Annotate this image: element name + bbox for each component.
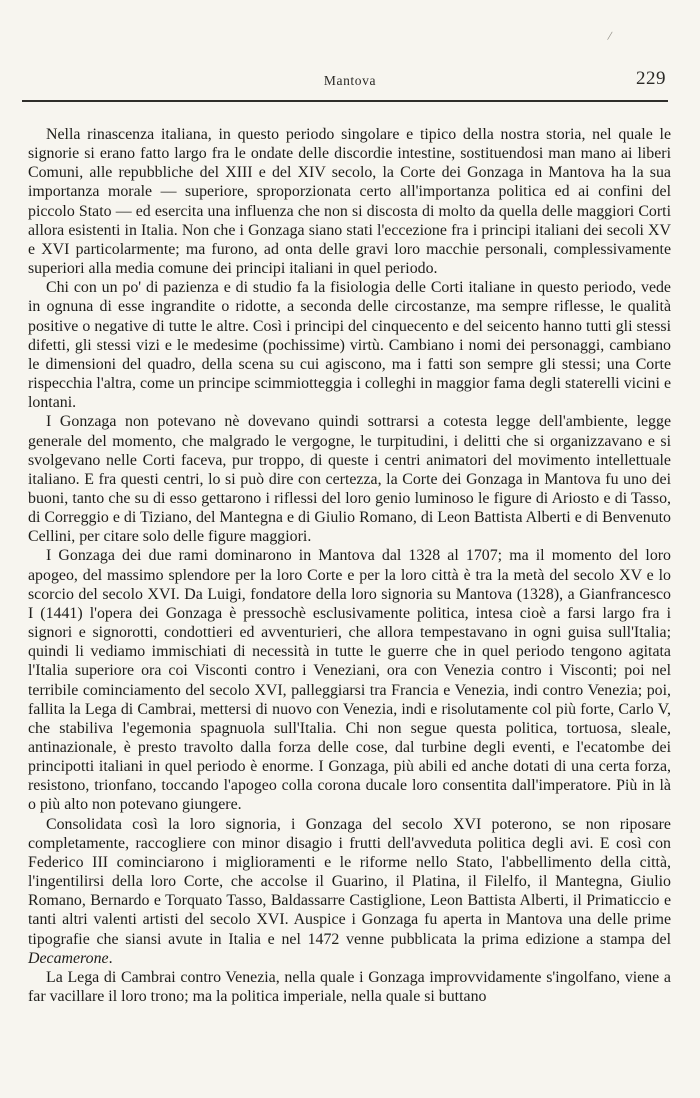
paragraph-1: Nella rinascenza italiana, in questo periodo singolare e tipico della nostra storia, nel quale le signorie si erano fatto largo fra le ondate delle discordie intestine, sostituendosi man mano ai liberi Comuni, alle repubbliche del XIII e del XIV secolo, la Corte dei Gonzaga in Mantova ha la sua importanza morale — superiore, sproporzionata certo all'importanza politica ed ai confini del piccolo Stato — ed esercita una influenza che non si discosta di molto da quella delle maggiori Corti allora esistenti in Italia. Non che i Gonzaga siano stati l'eccezione fra i principi italiani dei secoli XV e XVI particolarmente; ma furono, ad onta delle gravi loro macchie personali, complessivamente superiori alla media comune dei principi italiani in quel periodo. bbox=[28, 126, 671, 278]
decamerone-title: Decamerone bbox=[28, 949, 109, 967]
paragraph-5-text: Consolidata così la loro signoria, i Gonzaga del secolo XVI poterono, se non riposare completamente, raccogliere con minor disagio i frutti dell'avveduta politica degli avi. E così con Federico III cominciarono i miglioramenti e le riforme nello Stato, l'abbellimento della città, l'ingentilirsi della loro Corte, che accolse il Guarino, il Platina, il Filelfo, il Mantegna, Giulio Romano, Bernardo e Torquato Tasso, Baldassarre Castiglione, Leon Battista Alberti, il Primaticcio e tanti altri valenti artisti del secolo XVI. Auspice i Gonzaga fu aperta in Mantova una delle prime tipografie che siansi avute in Italia e nel 1472 venne pubblicata la prima edizione a stampa del bbox=[28, 815, 671, 948]
paragraph-4: I Gonzaga dei due rami dominarono in Mantova dal 1328 al 1707; ma il momento del loro apogeo, del massimo splendore per la loro Corte e per la loro città è tra la metà del secolo XV e lo scorcio del secolo XVI. Da Luigi, fondatore della loro signoria su Mantova (1328), a Gianfrancesco I (1441) l'opera dei Gonzaga è pressochè esclusivamente politica, intesa cioè a farsi largo fra i signori e signorotti, condottieri ed avventurieri, che allora tempestavano in ogni guisa sull'Italia; quindi li vediamo immischiati di necessità in tutte le guerre che in quel periodo tengono agitata l'Italia superiore ora coi Visconti contro i Veneziani, ora con Venezia contro i Visconti; poi nel terribile cominciamento del secolo XVI, palleggiarsi tra Francia e Venezia, indi contro Venezia; poi, fallita la Lega di Cambrai, mettersi di nuovo con Venezia, indi e risolutamente col più forte, Carlo V, che stabiliva l'egemonia spagnuola sull'Italia. Chi non segue questa politica, tortuosa, sleale, antinazionale, è presto travolto dalla forza delle cose, dal turbine degli eventi, e l'ecatombe dei principotti italiani in quel periodo è enorme. I Gonzaga, più abili ed anche dotati di una certa forza, resistono, trionfano, toccando l'apogeo colla corona ducale loro consentita dall'imperatore. Più in là o più alto non potevano giungere. bbox=[28, 547, 671, 814]
body-text bbox=[28, 125, 671, 1006]
header-rule bbox=[22, 100, 668, 102]
stray-pencil-mark: / bbox=[606, 27, 614, 44]
paragraph-6: La Lega di Cambrai contro Venezia, nella quale i Gonzaga improvvidamente s'ingolfano, viene a far vacillare il loro trono; ma la politica imperiale, nella quale si buttano bbox=[28, 968, 671, 1006]
paragraph-5-end: . bbox=[108, 949, 113, 967]
page-number: 229 bbox=[636, 68, 666, 89]
paragraph-5 bbox=[28, 815, 671, 968]
paragraph-2: Chi con un po' di pazienza e di studio fa la fisiologia delle Corti italiane in questo periodo, vede in ognuna di esse ingrandite o ridotte, a seconda delle circostanze, ma sempre riflesse, le qualità positive o negative di tutte le altre. Così i principi del cinquecento e del seicento hanno tutti gli stessi difetti, gli stessi vizi e le medesime (pochissime) virtù. Cambiano i nomi dei personaggi, cambiano le dimensioni del quadro, della scena su cui agiscono, ma i fatti son sempre gli stessi; una Corte rispecchia l'altra, come un principe scimmiotteggia i colleghi in maggior fama degli staterelli vicini e lontani. bbox=[28, 279, 671, 412]
running-title: Mantova bbox=[323, 73, 377, 88]
page-header bbox=[32, 70, 668, 92]
paragraph-3: I Gonzaga non potevano nè dovevano quindi sottrarsi a cotesta legge dell'ambiente, legge generale del momento, che malgrado le vergogne, le turpitudini, i delitti che si organizzavano e si svolgevano nelle Corti faceva, pur troppo, di queste i centri animatori del movimento intellettuale italiano. E fra questi centri, lo si può dire con certezza, la Corte dei Gonzaga in Mantova fu uno dei buoni, tanto che su di esso gettarono i riflessi del loro genio luminoso le figure di Ariosto e di Tasso, di Correggio e di Tiziano, del Mantegna e di Giulio Romano, di Leon Battista Alberti e di Benvenuto Cellini, per citare solo delle figure maggiori. bbox=[28, 413, 671, 546]
